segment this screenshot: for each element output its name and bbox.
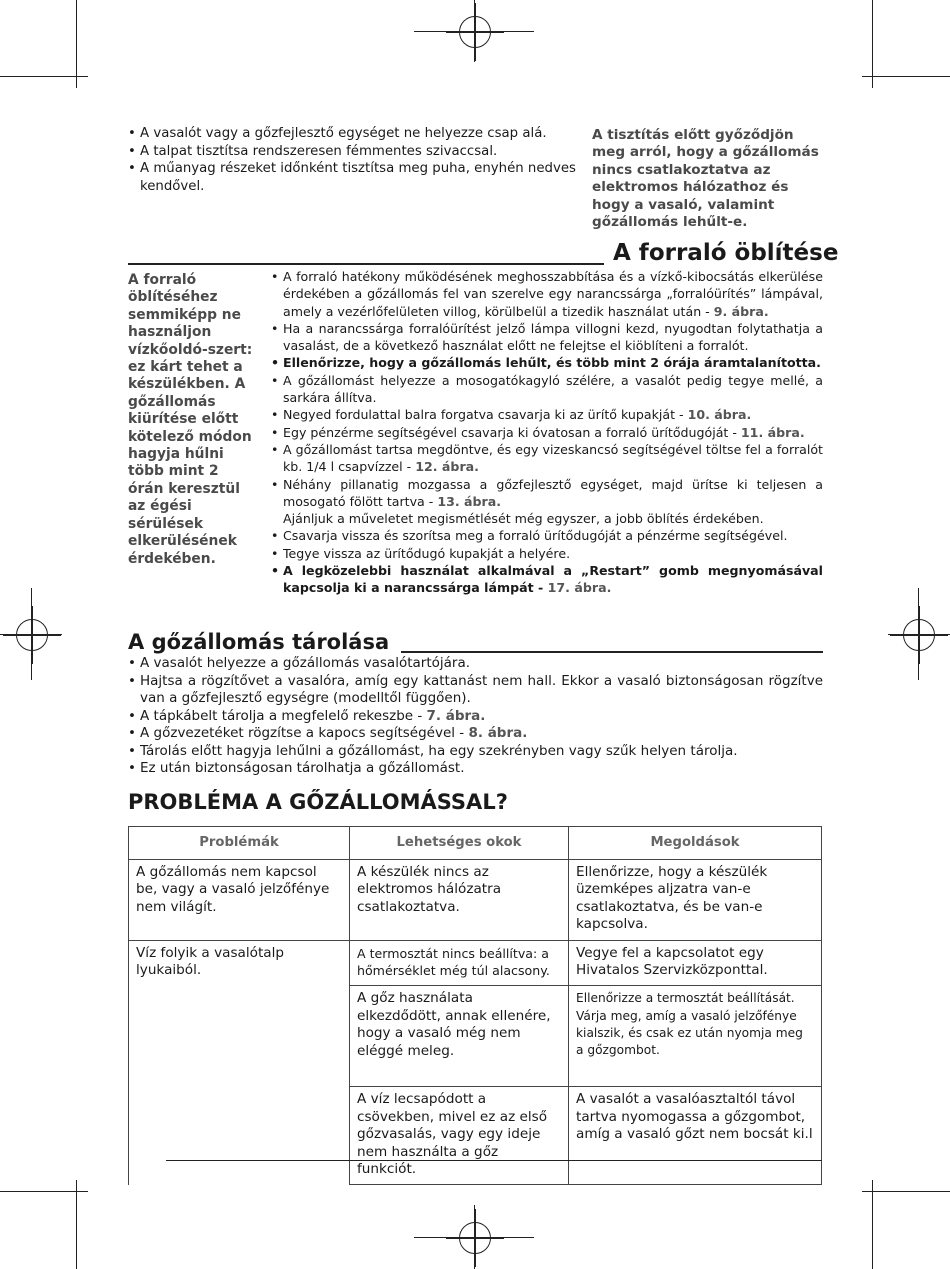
crop-mark	[872, 1180, 873, 1269]
crop-mark	[888, 634, 950, 635]
list-item-text: Csavarja vissza és szorítsa meg a forraló ürítődugóját a pénzérme segítségével.	[283, 528, 788, 544]
list-item-text: Néhány pillanatig mozgassa a gőzfejlesztő egységet, majd ürítse ki teljesen a mosogató fölött tartva -	[283, 476, 823, 509]
list-item: • A műanyag részeket időnként tisztítsa meg puha, enyhén nedves kendővel.	[128, 160, 578, 195]
list-item	[271, 268, 823, 320]
figure-reference: 17. ábra.	[547, 580, 612, 596]
table-bottom-rule	[166, 1160, 822, 1161]
list-item-text: Ez után biztonságosan tárolhatja a gőzállomást.	[140, 760, 465, 776]
problems-title: PROBLÉMA A GŐZÁLLOMÁSSAL?	[128, 790, 508, 814]
title-rule	[401, 651, 823, 653]
registration-mark-icon	[459, 1222, 491, 1254]
solution-cell: Vegye fel a kapcsolatot egy Hivatalos Szervizközponttal.	[569, 940, 822, 986]
column-header: Lehetséges okok	[350, 827, 569, 860]
list-item-text: A legközelebbi használat alkalmával a „Restart” gomb megnyomásával kapcsolja ki a narancssárga lámpát -	[283, 563, 823, 596]
list-item-note: Ajánljuk a műveletet megismétlését még egyszer, a jobb öblítés érdekében.	[283, 511, 764, 527]
crop-mark	[474, 1205, 475, 1269]
rinse-title: A forraló öblítése	[613, 240, 839, 266]
solution-cell: Ellenőrizze a termosztát beállítását. Várja meg, amíg a vasaló jelzőfénye kialszik, és csak ez után nyomja meg a gőzgombot.	[569, 986, 822, 1087]
registration-mark-icon	[459, 16, 491, 48]
rinse-list	[271, 268, 823, 597]
list-item-text: Ellenőrizze, hogy a gőzállomás lehűlt, és több mint 2 órája áramtalanította.	[283, 355, 821, 371]
list-item-text: Hajtsa a rögzítővet a vasalóra, amíg egy kattanást nem hall. Ekkor a vasaló biztonságosan rögzítve van a gőzfejlesztő egységre (modelltől függően).	[140, 672, 823, 706]
list-item-text: A gőzvezetéket rögzítse a kapocs segítségével -	[140, 725, 469, 741]
column-header: Problémák	[129, 827, 350, 860]
crop-mark	[76, 1180, 77, 1269]
cleaning-list	[128, 125, 578, 195]
title-rule	[128, 263, 604, 265]
figure-reference: 11. ábra.	[740, 424, 805, 440]
column-header: Megoldások	[569, 827, 822, 860]
crop-mark	[0, 76, 88, 77]
figure-reference: 8. ábra.	[468, 725, 528, 741]
list-item	[271, 562, 823, 597]
registration-mark-icon	[903, 619, 935, 651]
list-item	[128, 725, 823, 743]
solution-cell: Ellenőrizze, hogy a készülék üzemképes aljzatra van-e csatlakoztatva, és be van-e kapcsolva.	[569, 860, 822, 941]
crop-mark	[76, 0, 77, 88]
list-item-text: A tápkábelt tárolja a megfelelő rekeszbe -	[140, 707, 427, 724]
rinse-side-note: A forraló öblítéséhez semmiképp ne használjon vízkőoldó-szert: ez kárt tehet a készülékben. A gőzállomás kiürítése előtt kötelező módon hagyja hűlni több mint 2 órán keresztül az égési sérülések elkerülésének érdekében.	[128, 272, 253, 567]
crop-mark	[0, 1191, 88, 1192]
list-item	[271, 372, 823, 407]
crop-mark	[872, 0, 873, 88]
cause-cell: A termosztát nincs beállítva: a hőmérséklet még túl alacsony.	[350, 940, 569, 986]
list-item-text: Ha a narancssárga forralóürítést jelző lámpa villogni kezd, nyugodtan folytathatja a vasalást, de a következő használat előtt ne felejtse el kiöblíteni a forralót.	[283, 320, 823, 354]
crop-mark	[862, 76, 950, 77]
list-item	[271, 545, 823, 562]
table-row	[129, 940, 822, 986]
crop-mark	[0, 634, 62, 635]
troubleshooting-table	[128, 826, 822, 1185]
figure-reference: 12. ábra.	[415, 459, 479, 475]
crop-mark	[474, 0, 475, 62]
figure-reference: 10. ábra.	[687, 407, 752, 423]
list-item-text: Tegye vissza az ürítődugó kupakját a helyére.	[283, 545, 571, 561]
list-item-text: A gőzállomást tartsa megdöntve, és egy vizeskancsó segítségével töltse fel a forralót kb. 1/4 l csapvízzel -	[283, 441, 823, 475]
list-item	[128, 655, 823, 673]
figure-reference: 9. ábra.	[713, 303, 769, 319]
cause-cell: A víz lecsapódott a csövekben, mivel ez az első gőzvasalás, vagy egy ideje nem használta a gőz funkciót.	[350, 1087, 569, 1185]
crop-mark	[862, 1191, 950, 1192]
storage-title: A gőzállomás tárolása	[128, 630, 390, 654]
list-item-text: A gőzállomást helyezze a mosogatókagyló szélére, a vasalót pedig tegye mellé, a sarkára állítva.	[283, 372, 823, 406]
registration-mark-icon	[16, 619, 48, 651]
cause-cell: A készülék nincs az elektromos hálózatra csatlakoztatva.	[350, 860, 569, 941]
list-item: • A talpat tisztítsa rendszeresen fémmentes szivaccsal.	[128, 143, 578, 161]
figure-reference: 13. ábra.	[437, 493, 502, 509]
table-row	[129, 860, 822, 941]
list-item-text: A forraló hatékony működésének meghosszabbítása és a vízkő-kibocsátás elkerülése érdekében a gőzállomás fel van szerelve egy narancssárga „forralóürítés” lámpával, amely a vezérlőfelületen villog, körülbelül a tizedik használat után -	[283, 269, 823, 319]
list-item	[128, 760, 823, 778]
figure-reference: 7. ábra.	[426, 707, 486, 724]
list-item	[128, 743, 823, 761]
list-item	[128, 673, 823, 708]
storage-list	[128, 655, 823, 778]
list-item	[271, 320, 823, 355]
list-item	[271, 354, 823, 371]
list-item	[271, 441, 823, 476]
list-item	[271, 527, 823, 544]
list-item	[271, 476, 823, 528]
solution-cell: A vasalót a vasalóasztaltól távol tartva nyomogassa a gőzgombot, amíg a vasaló gőzt nem bocsát ki.l	[569, 1087, 822, 1185]
list-item-text: Tárolás előtt hagyja lehűlni a gőzállomást, ha egy szekrényben vagy szűk helyen tárolja.	[140, 742, 738, 759]
list-item-text: Egy pénzérme segítségével csavarja ki óvatosan a forraló ürítődugóját -	[283, 424, 741, 440]
problem-cell: A gőzállomás nem kapcsol be, vagy a vasaló jelzőfénye nem világít.	[129, 860, 350, 941]
list-item	[271, 406, 823, 423]
list-item	[128, 708, 823, 726]
list-item-text: A vasalót helyezze a gőzállomás vasalótartójára.	[140, 655, 471, 671]
list-item-text: Negyed fordulattal balra forgatva csavarja ki az ürítő kupakját -	[283, 407, 688, 423]
problem-cell: Víz folyik a vasalótalp lyukaiból.	[129, 940, 350, 1185]
cause-cell: A gőz használata elkezdődött, annak ellenére, hogy a vasaló még nem eléggé meleg.	[350, 986, 569, 1087]
cleaning-warning-note: A tisztítás előtt győződjön meg arról, hogy a gőzállomás nincs csatlakoztatva az elektromos hálózathoz és hogy a vasaló, valamint gőzállomás lehűlt-e.	[592, 127, 819, 231]
list-item	[271, 424, 823, 441]
list-item: • A vasalót vagy a gőzfejlesztő egységet ne helyezze csap alá.	[128, 125, 578, 143]
